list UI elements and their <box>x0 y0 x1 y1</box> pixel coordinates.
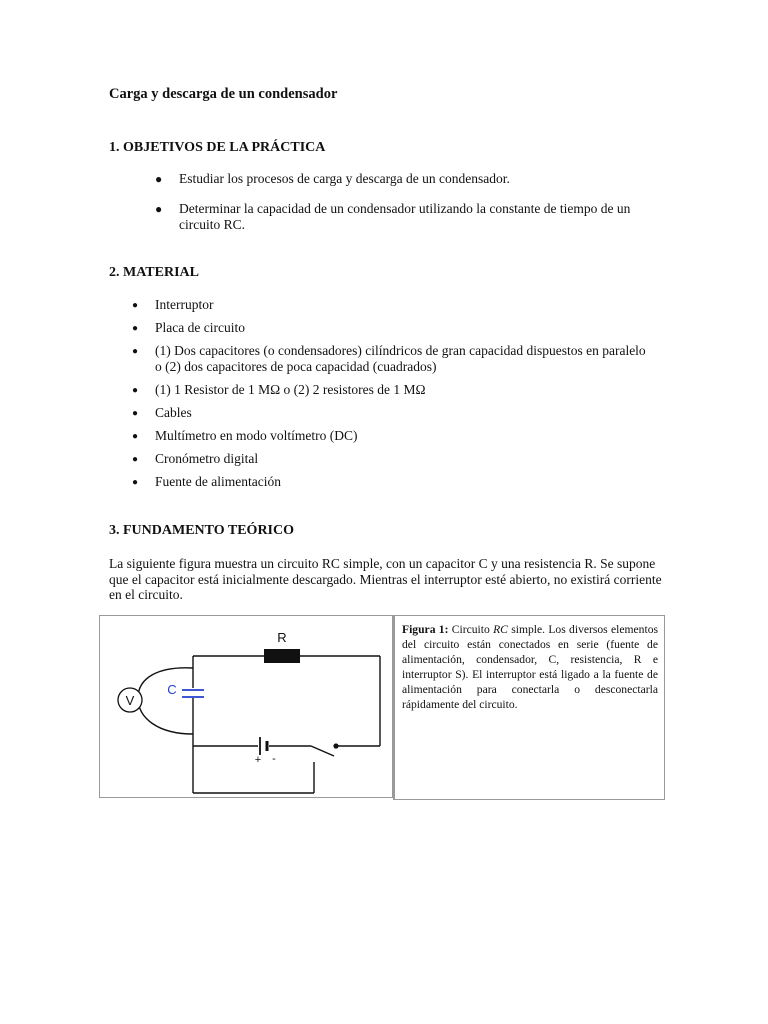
bullet-icon: ● <box>155 172 163 186</box>
objective-text: Determinar la capacidad de un condensador utilizando la constante de tiempo de un circuito RC. <box>179 201 631 232</box>
material-text: (1) Dos capacitores (o condensadores) cilíndricos de gran capacidad dispuestos en paralelo o (2) dos capacitores de poca capacidad (cuadrados) <box>155 343 646 374</box>
rc-circuit-diagram <box>100 616 394 799</box>
objective-item <box>155 201 655 233</box>
bullet-icon: ● <box>132 300 139 311</box>
material-item <box>132 451 652 467</box>
document-title: Carga y descarga de un condensador <box>109 86 338 102</box>
resistor-label: R <box>277 630 287 645</box>
bullet-icon: ● <box>132 477 139 488</box>
material-text: Cables <box>155 405 192 420</box>
resistor-symbol <box>264 649 300 663</box>
objective-text: Estudiar los procesos de carga y descarga de un condensador. <box>179 171 510 186</box>
theory-heading: 3. FUNDAMENTO TEÓRICO <box>109 523 295 538</box>
objectives-list <box>155 171 655 247</box>
bullet-icon: ● <box>132 346 139 357</box>
bullet-icon: ● <box>132 323 139 334</box>
material-item <box>132 428 652 444</box>
bullet-icon: ● <box>155 202 163 216</box>
material-item <box>132 320 652 336</box>
material-text: Multímetro en modo voltímetro (DC) <box>155 428 358 443</box>
objective-item <box>155 171 655 187</box>
figure-caption <box>402 622 658 712</box>
bullet-icon: ● <box>132 385 139 396</box>
circuit-figure <box>99 615 393 798</box>
voltmeter-leads <box>138 668 193 734</box>
battery-minus-label: - <box>272 753 276 765</box>
bullet-icon: ● <box>132 431 139 442</box>
material-text: Cronómetro digital <box>155 451 259 466</box>
figure-caption-lead: Circuito <box>451 623 490 636</box>
figure-caption-text: simple. Los diversos elementos del circuito están conectados en serie (fuente de alimentación, condensador, C, resistencia, R e interruptor S). El interruptor está ligado a la fuente de alimentación para conectarla o desconectarla rápidamente del circuito. <box>402 623 659 711</box>
objectives-heading: 1. OBJETIVOS DE LA PRÁCTICA <box>109 140 326 155</box>
material-list <box>132 297 652 497</box>
figure-caption-label: Figura 1: <box>402 623 449 636</box>
voltmeter-label: V <box>125 693 135 708</box>
material-item <box>132 382 652 398</box>
capacitor-label: C <box>167 682 177 697</box>
material-item <box>132 474 652 490</box>
figure-caption-italic: RC <box>493 623 508 636</box>
material-item <box>132 297 652 313</box>
material-text: Fuente de alimentación <box>155 474 281 489</box>
switch-contact <box>333 743 338 748</box>
theory-paragraph: La siguiente figura muestra un circuito RC simple, con un capacitor C y una resistencia R. Se supone que el capacitor está inicialmente descargado. Mientras el interruptor esté abierto, no existirá corriente en el circuito. <box>109 556 662 602</box>
material-item <box>132 343 652 375</box>
material-text: (1) 1 Resistor de 1 MΩ o (2) 2 resistores de 1 MΩ <box>155 382 426 397</box>
bullet-icon: ● <box>132 408 139 419</box>
switch-blade <box>311 746 334 756</box>
bullet-icon: ● <box>132 454 139 465</box>
material-text: Interruptor <box>155 297 214 312</box>
material-item <box>132 405 652 421</box>
material-heading: 2. MATERIAL <box>109 265 199 280</box>
battery-plus-label: + <box>254 754 262 766</box>
figure-caption-box <box>393 615 665 800</box>
material-text: Placa de circuito <box>155 320 245 335</box>
